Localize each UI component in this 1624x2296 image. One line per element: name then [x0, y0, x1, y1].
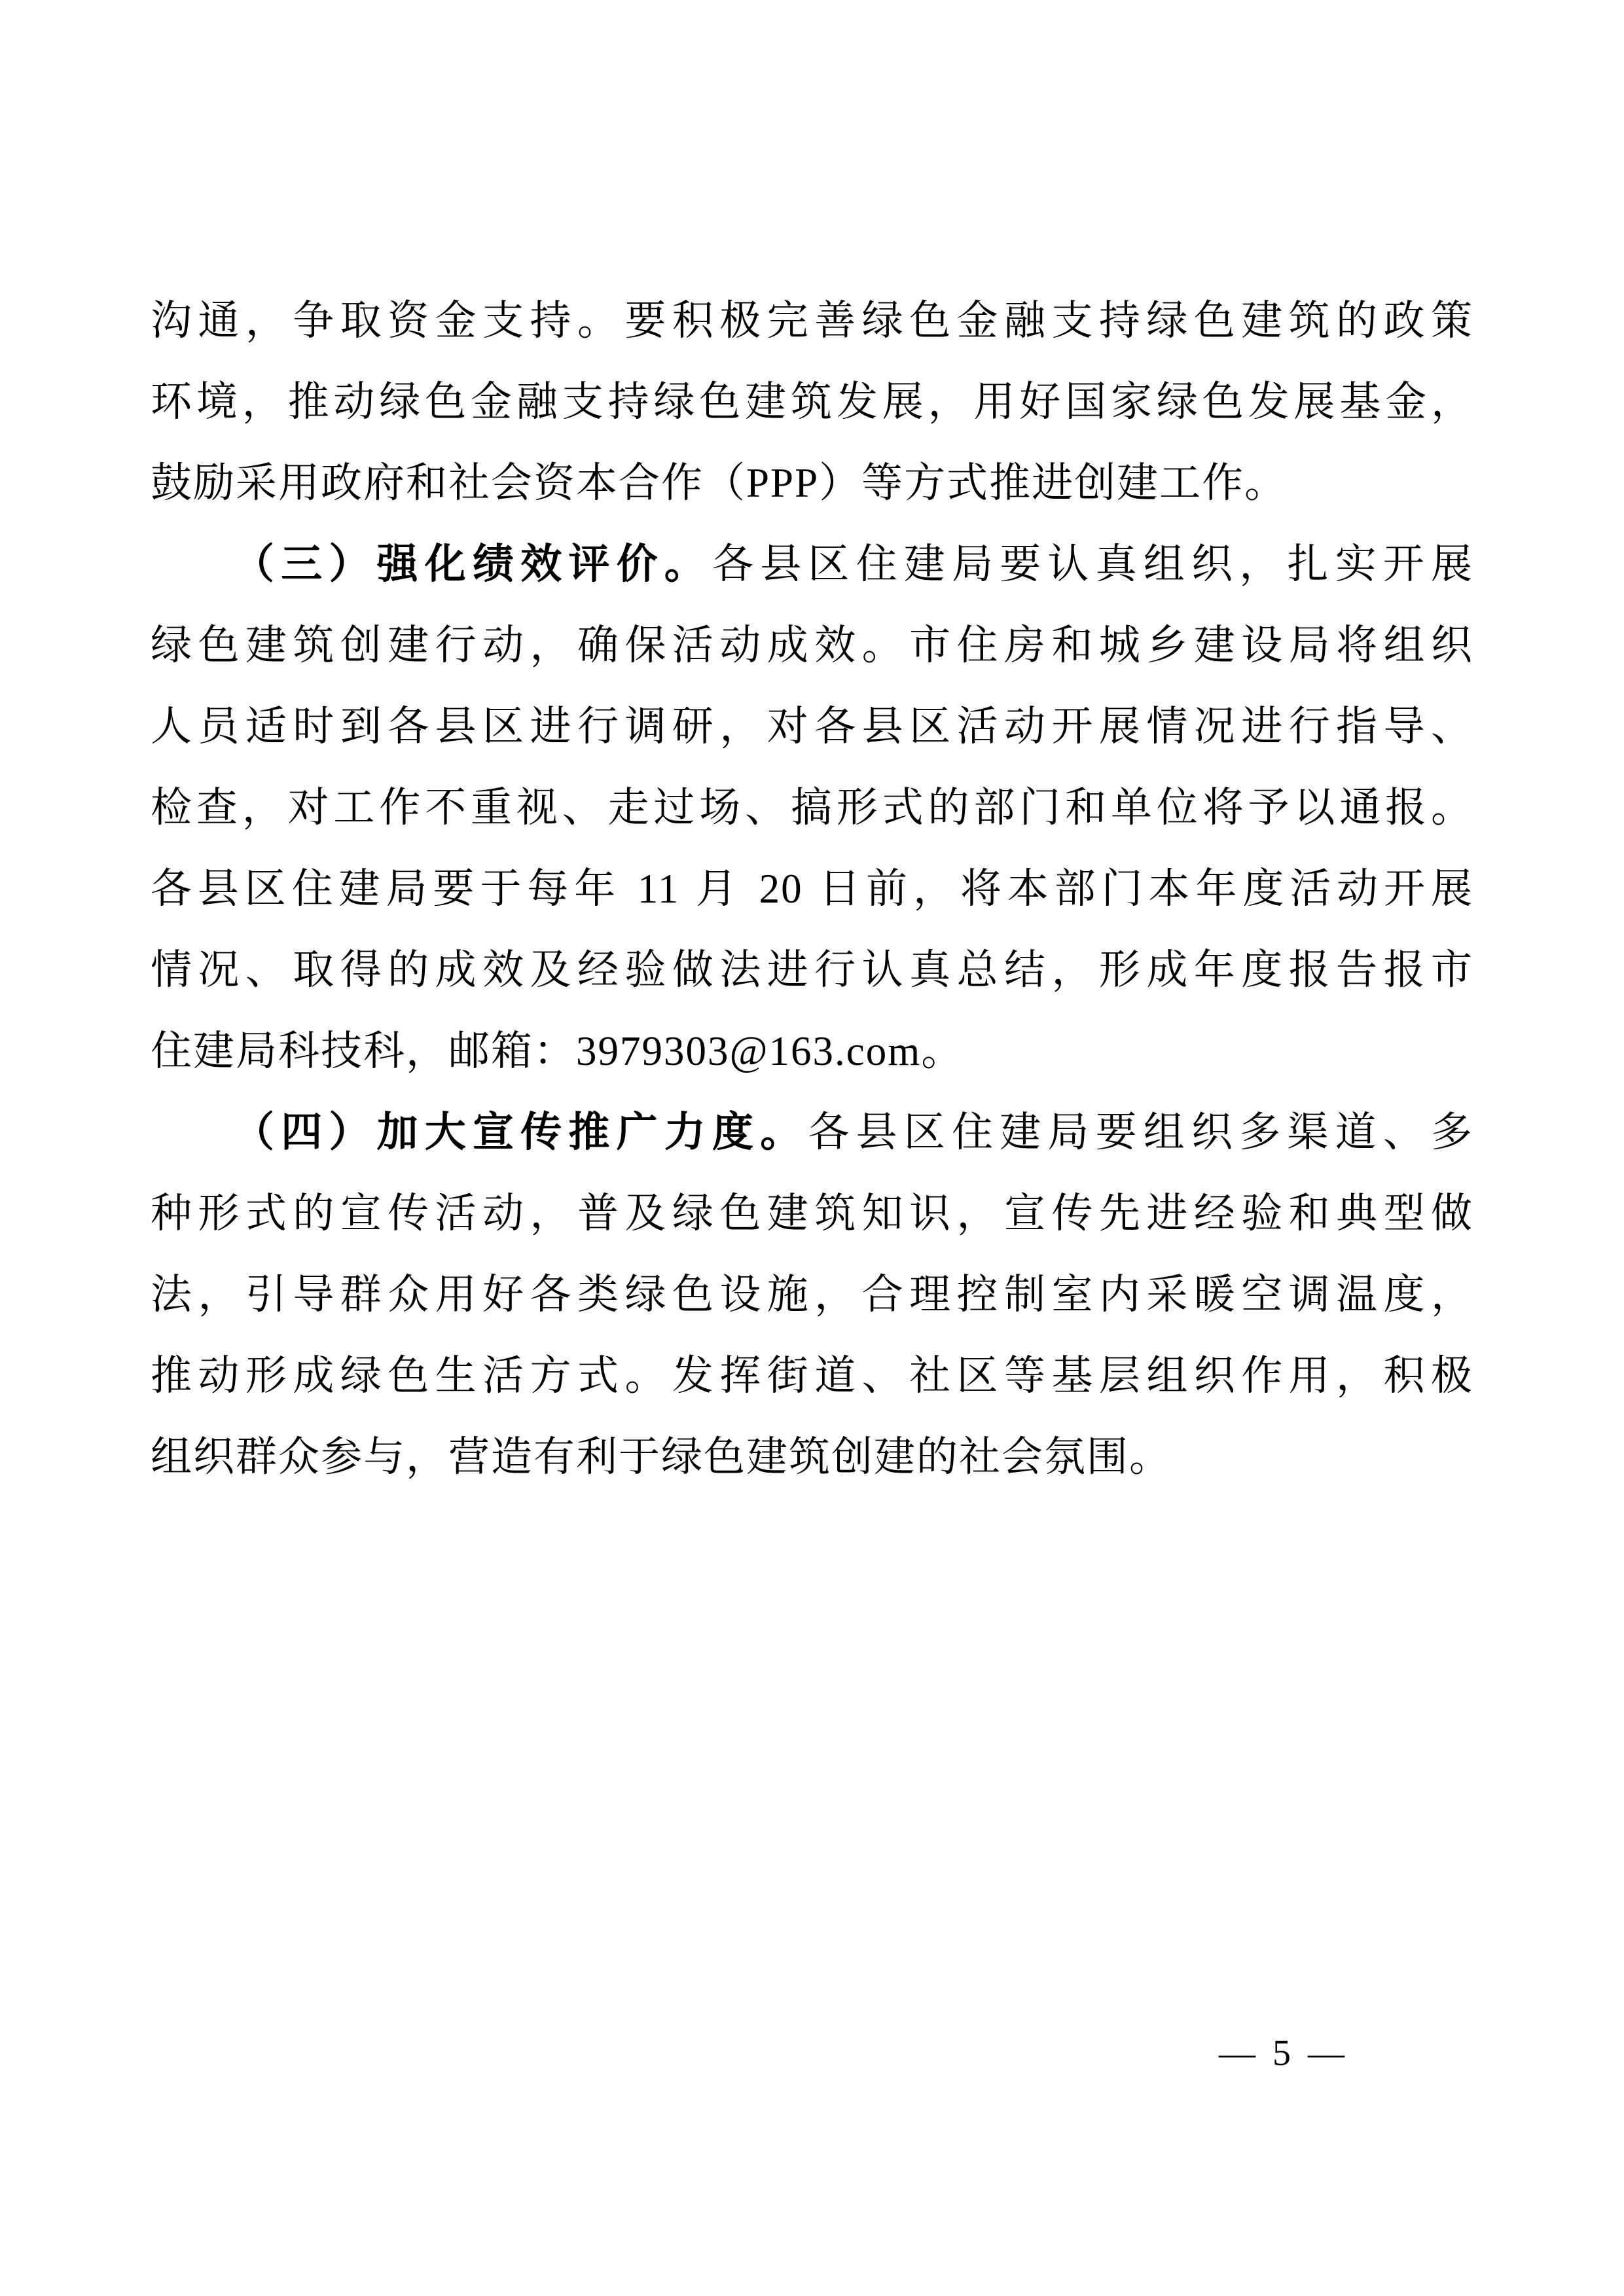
line-text: 人员适时到各县区进行调研，对各县区活动开展情况进行指导、	[151, 704, 1473, 749]
text-line	[151, 686, 1473, 767]
text-line	[151, 1416, 1473, 1498]
line-text-with-email: 住建局科技科，邮箱：3979303@163.com。	[151, 1028, 964, 1074]
line-text: 鼓励采用政府和社会资本合作（PPP）等方式推进创建工作。	[151, 460, 1288, 506]
text-line	[151, 1011, 1473, 1092]
text-line	[151, 361, 1473, 442]
text-line	[151, 1092, 1473, 1173]
paragraph-continuation	[151, 280, 1473, 524]
text-line	[151, 848, 1473, 929]
text-line	[151, 767, 1473, 848]
line-text: 推动形成绿色生活方式。发挥街道、社区等基层组织作用，积极	[151, 1353, 1473, 1399]
line-text: 种形式的宣传活动，普及绿色建筑知识，宣传先进经验和典型做	[151, 1191, 1473, 1236]
document-body	[151, 280, 1473, 1498]
text-line	[151, 929, 1473, 1011]
line-text: 绿色建筑创建行动，确保活动成效。市住房和城乡建设局将组织	[151, 622, 1473, 668]
page-number: — 5 —	[1219, 2033, 1348, 2073]
text-line	[151, 1335, 1473, 1416]
text-line	[151, 605, 1473, 686]
text-line	[151, 1254, 1473, 1335]
line-text: 法，引导群众用好各类绿色设施，合理控制室内采暖空调温度，	[151, 1272, 1473, 1318]
text-line	[151, 442, 1473, 524]
line-text: 组织群众参与，营造有利于绿色建筑创建的社会氛围。	[151, 1434, 1172, 1480]
line-text: 各县区住建局要组织多渠道、多	[808, 1109, 1474, 1155]
line-text: 情况、取得的成效及经验做法进行认真总结，形成年度报告报市	[151, 947, 1473, 993]
text-line	[151, 280, 1473, 361]
paragraph-section-four	[151, 1092, 1473, 1498]
text-line	[151, 1173, 1473, 1254]
section-heading: （四）加大宣传推广力度。	[233, 1109, 808, 1155]
line-text: 各县区住建局要于每年 11 月 20 日前，将本部门本年度活动开展	[151, 866, 1473, 912]
line-text: 检查，对工作不重视、走过场、搞形式的部门和单位将予以通报。	[151, 785, 1473, 831]
line-text: 沟通，争取资金支持。要积极完善绿色金融支持绿色建筑的政策	[151, 298, 1473, 344]
line-text: 环境，推动绿色金融支持绿色建筑发展，用好国家绿色发展基金，	[151, 379, 1473, 425]
section-heading: （三）强化绩效评价。	[233, 541, 712, 587]
line-text: 各县区住建局要认真组织，扎实开展	[712, 541, 1473, 587]
paragraph-section-three	[151, 524, 1473, 1092]
text-line	[151, 524, 1473, 605]
